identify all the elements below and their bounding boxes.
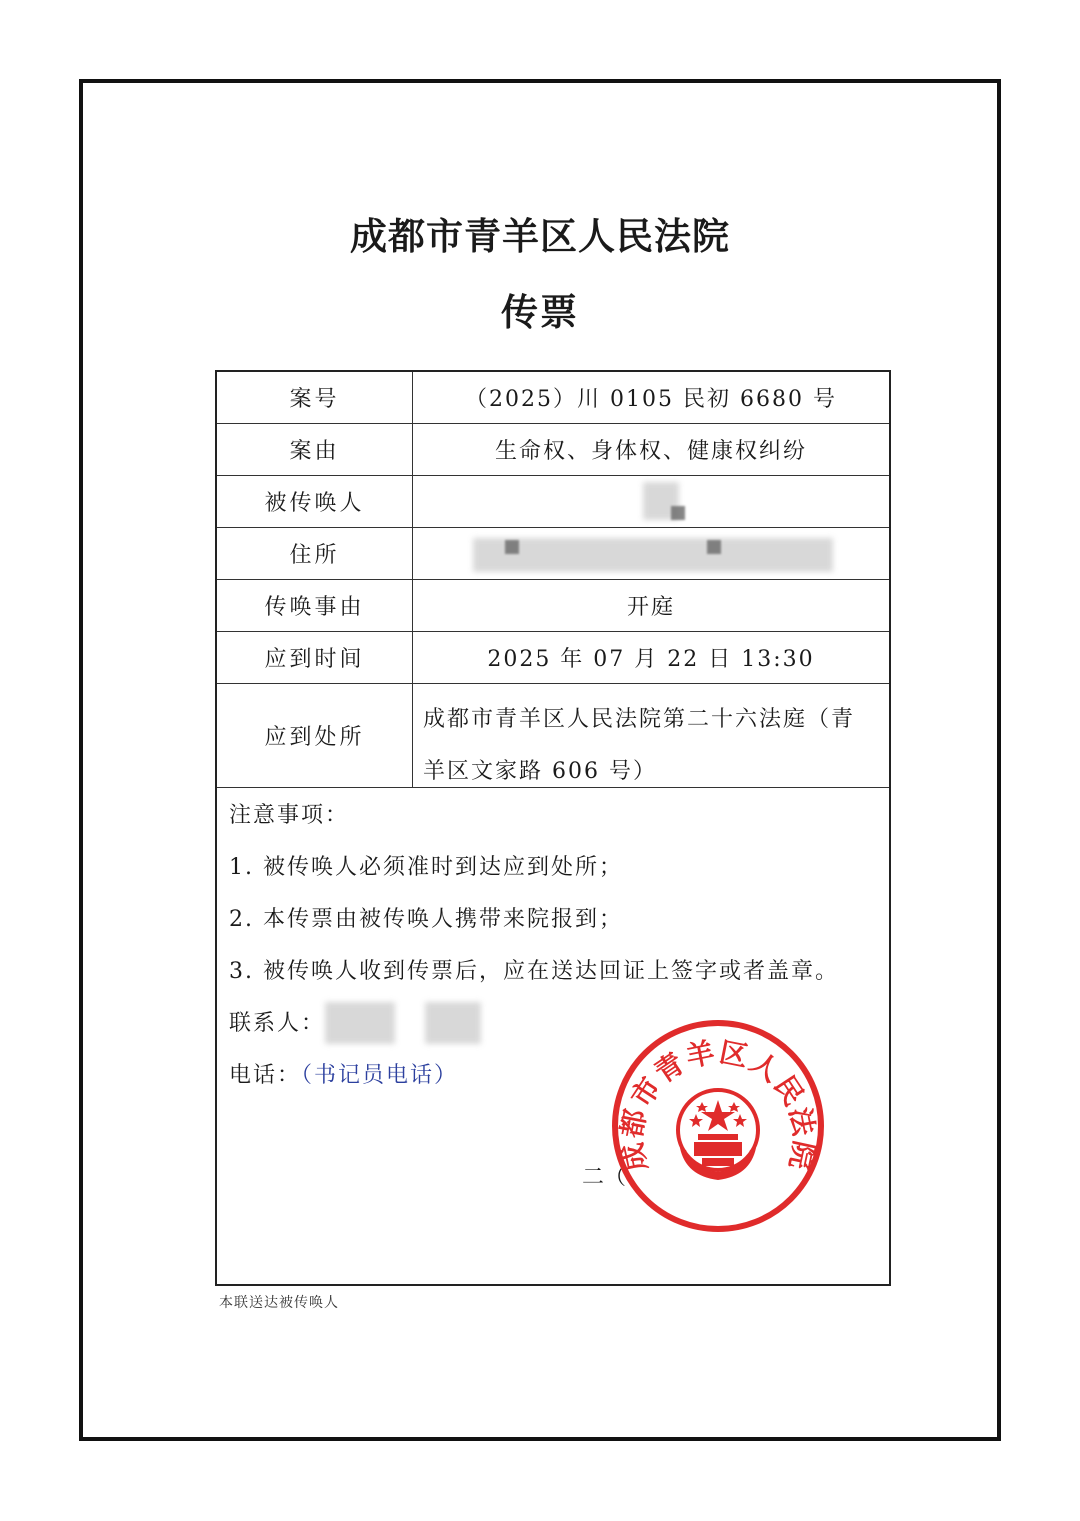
note-item-3: 3. 被传唤人收到传票后，应在送达回证上签字或者盖章。 bbox=[229, 959, 839, 984]
issue-date-partial: 二（ bbox=[582, 1165, 627, 1190]
reason-label: 传唤事由 bbox=[217, 580, 413, 631]
time-value: 2025 年 07 月 22 日 13:30 bbox=[487, 647, 815, 672]
place-value-line2: 羊区文家路 606 号） bbox=[423, 759, 657, 784]
redacted-address bbox=[473, 538, 833, 572]
cause-label: 案由 bbox=[217, 424, 413, 475]
row-case-number bbox=[217, 372, 889, 424]
case-number-value: （2025）川 0105 民初 6680 号 bbox=[465, 387, 837, 412]
row-time bbox=[217, 632, 889, 684]
phone-label: 电话： bbox=[229, 1063, 302, 1088]
redacted-mark bbox=[707, 540, 721, 554]
court-name: 成都市青羊区人民法院 bbox=[350, 214, 730, 258]
place-label: 应到处所 bbox=[217, 684, 413, 787]
row-summoned-person bbox=[217, 476, 889, 528]
reason-value: 开庭 bbox=[626, 595, 675, 620]
redacted-contact bbox=[425, 1002, 481, 1044]
case-number-label: 案号 bbox=[217, 372, 413, 423]
redacted-contact bbox=[325, 1002, 395, 1044]
note-item-2: 2. 本传票由被传唤人携带来院报到； bbox=[229, 907, 623, 932]
time-label: 应到时间 bbox=[217, 632, 413, 683]
seal-text: 成都市青羊区人民法院 bbox=[614, 1035, 822, 1175]
summoned-person-value bbox=[413, 476, 889, 527]
row-place bbox=[217, 684, 889, 788]
redacted-mark bbox=[505, 540, 519, 554]
note-item-1: 1. 被传唤人必须准时到达应到处所； bbox=[229, 855, 623, 880]
summoned-person-label: 被传唤人 bbox=[217, 476, 413, 527]
cause-value: 生命权、身体权、健康权纠纷 bbox=[494, 439, 807, 464]
document-title: 传票 bbox=[501, 290, 579, 334]
row-reason bbox=[217, 580, 889, 632]
phone-value: （书记员电话） bbox=[301, 1063, 459, 1088]
footer-note: 本联送达被传唤人 bbox=[219, 1295, 339, 1311]
address-value bbox=[413, 528, 889, 579]
place-value bbox=[413, 684, 889, 787]
court-seal-icon bbox=[610, 1018, 826, 1234]
redacted-mark bbox=[671, 506, 685, 520]
address-label: 住所 bbox=[217, 528, 413, 579]
place-value-line1: 成都市青羊区人民法院第二十六法庭（青 bbox=[423, 707, 856, 732]
row-address bbox=[217, 528, 889, 580]
contact-label: 联系人： bbox=[229, 1011, 326, 1036]
notes-heading: 注意事项： bbox=[229, 803, 350, 828]
row-cause bbox=[217, 424, 889, 476]
